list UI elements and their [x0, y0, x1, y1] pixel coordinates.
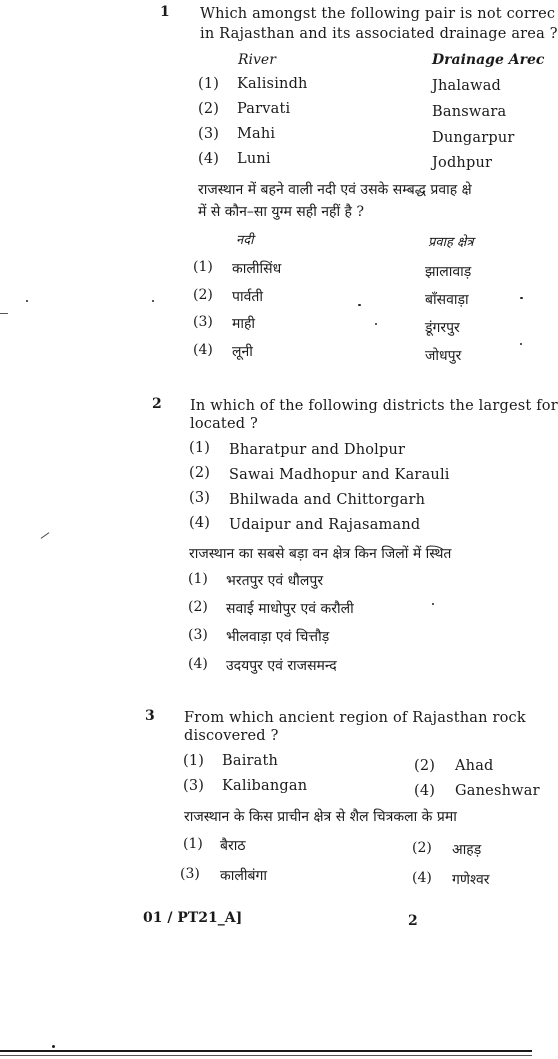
scan-speck	[432, 603, 434, 605]
q3-option-num: (2)	[414, 758, 436, 774]
scan-speck	[52, 1045, 55, 1048]
q1-option-river: Luni	[237, 151, 271, 167]
q1-option-num: (4)	[198, 151, 220, 167]
q2-option-text: उदयपुर एवं राजसमन्द	[226, 658, 337, 674]
page-number: 2	[408, 913, 418, 929]
q1-column-header-river-hi: नदी	[236, 233, 254, 248]
question-3-text-en-line1: From which ancient region of Rajasthan rock	[184, 710, 526, 726]
q2-option-num: (3)	[188, 627, 208, 643]
q2-option-num: (3)	[189, 490, 211, 506]
q3-option-num: (2)	[412, 840, 432, 856]
question-1-text-hi-line2: में से कौन–सा युग्म सही नहीं है ?	[198, 204, 364, 220]
scan-speck	[520, 343, 522, 345]
question-2-number: 2	[152, 396, 162, 412]
q2-option-text: Udaipur and Rajasamand	[229, 517, 421, 533]
q2-option-num: (1)	[188, 571, 208, 587]
q1-option-area: जोधपुर	[425, 348, 462, 364]
q1-option-num: (1)	[198, 76, 220, 92]
q1-column-header-area: Drainage Arec	[432, 52, 545, 68]
question-2-text-en-line2: located ?	[190, 416, 259, 432]
q2-option-num: (1)	[189, 440, 211, 456]
question-3-text-en-line2: discovered ?	[184, 728, 279, 744]
q1-option-area: बाँसवाड़ा	[425, 292, 469, 308]
q3-option-num: (4)	[414, 783, 436, 799]
scan-speck	[358, 304, 361, 306]
q1-option-area: Jhalawad	[432, 78, 502, 94]
q2-option-num: (4)	[189, 515, 211, 531]
q2-option-text: भरतपुर एवं धौलपुर	[226, 573, 324, 589]
q1-option-river: लूनी	[232, 344, 253, 360]
q2-option-text: भीलवाड़ा एवं चित्तौड़	[226, 629, 330, 645]
q1-option-area: Banswara	[432, 104, 507, 120]
q3-option-text: Kalibangan	[222, 778, 308, 794]
scan-speck	[375, 323, 377, 325]
scan-mark	[41, 532, 50, 539]
q1-option-area: डूंगरपुर	[425, 320, 460, 336]
question-1-number: 1	[160, 4, 170, 20]
scan-mark	[0, 313, 8, 314]
question-2-text-en-line1: In which of the following districts the largest for	[190, 398, 558, 414]
q1-option-river: Mahi	[237, 126, 276, 142]
q3-option-text: गणेश्वर	[452, 872, 490, 888]
page-bottom-edge	[0, 1055, 532, 1056]
q1-option-num: (3)	[198, 126, 220, 142]
q3-option-num: (1)	[183, 836, 203, 852]
q1-option-num: (2)	[198, 101, 220, 117]
q3-option-text: Ganeshwar	[455, 783, 540, 799]
scan-speck	[520, 297, 523, 299]
q1-option-river: माही	[232, 316, 256, 332]
q3-option-text: कालीबंगा	[220, 868, 267, 884]
q1-column-header-river: River	[238, 52, 276, 68]
question-1-text-hi-line1: राजस्थान में बहने वाली नदी एवं उसके सम्बद्ध प्रवाह क्षे	[198, 182, 472, 198]
q2-option-num: (2)	[188, 599, 208, 615]
question-1-text-en-line1: Which amongst the following pair is not correc	[200, 6, 556, 22]
q3-option-num: (4)	[412, 870, 432, 886]
q1-column-header-area-hi: प्रवाह क्षेत्र	[428, 235, 474, 250]
q2-option-text: Sawai Madhopur and Karauli	[229, 467, 450, 483]
q1-option-area: झालावाड़	[425, 264, 472, 280]
scan-speck	[26, 300, 28, 302]
page-bottom-edge	[0, 1050, 532, 1052]
q1-option-area: Dungarpur	[432, 130, 515, 146]
q1-option-river: Parvati	[237, 101, 291, 117]
q3-option-num: (3)	[180, 866, 200, 882]
q1-option-river: कालीसिंध	[232, 261, 282, 277]
question-3-number: 3	[145, 708, 155, 724]
question-1-text-en-line2: in Rajasthan and its associated drainage area ?	[200, 26, 558, 42]
q1-option-river: पार्वती	[232, 289, 263, 305]
q3-option-text: बैराठ	[220, 838, 246, 854]
paper-code: 01 / PT21_A]	[143, 910, 243, 926]
q1-option-num: (2)	[193, 287, 213, 303]
q2-option-text: Bharatpur and Dholpur	[229, 442, 406, 458]
q3-option-num: (1)	[183, 753, 205, 769]
q3-option-text: Ahad	[455, 758, 494, 774]
q1-option-num: (4)	[193, 342, 213, 358]
q1-option-area: Jodhpur	[432, 155, 493, 171]
q1-option-num: (3)	[193, 314, 213, 330]
q3-option-text: Bairath	[222, 753, 279, 769]
question-3-text-hi: राजस्थान के किस प्राचीन क्षेत्र से शैल चित्रकला के प्रमा	[184, 809, 457, 825]
question-2-text-hi: राजस्थान का सबसे बड़ा वन क्षेत्र किन जिलों में स्थित	[189, 546, 452, 562]
q2-option-text: Bhilwada and Chittorgarh	[229, 492, 426, 508]
scan-speck	[152, 300, 154, 302]
q1-option-num: (1)	[193, 259, 213, 275]
q2-option-num: (2)	[189, 465, 211, 481]
q2-option-num: (4)	[188, 656, 208, 672]
q3-option-text: आहड़	[452, 842, 482, 858]
q1-option-river: Kalisindh	[237, 76, 308, 92]
q2-option-text: सवाई माधोपुर एवं करौली	[226, 601, 354, 617]
q3-option-num: (3)	[183, 778, 205, 794]
